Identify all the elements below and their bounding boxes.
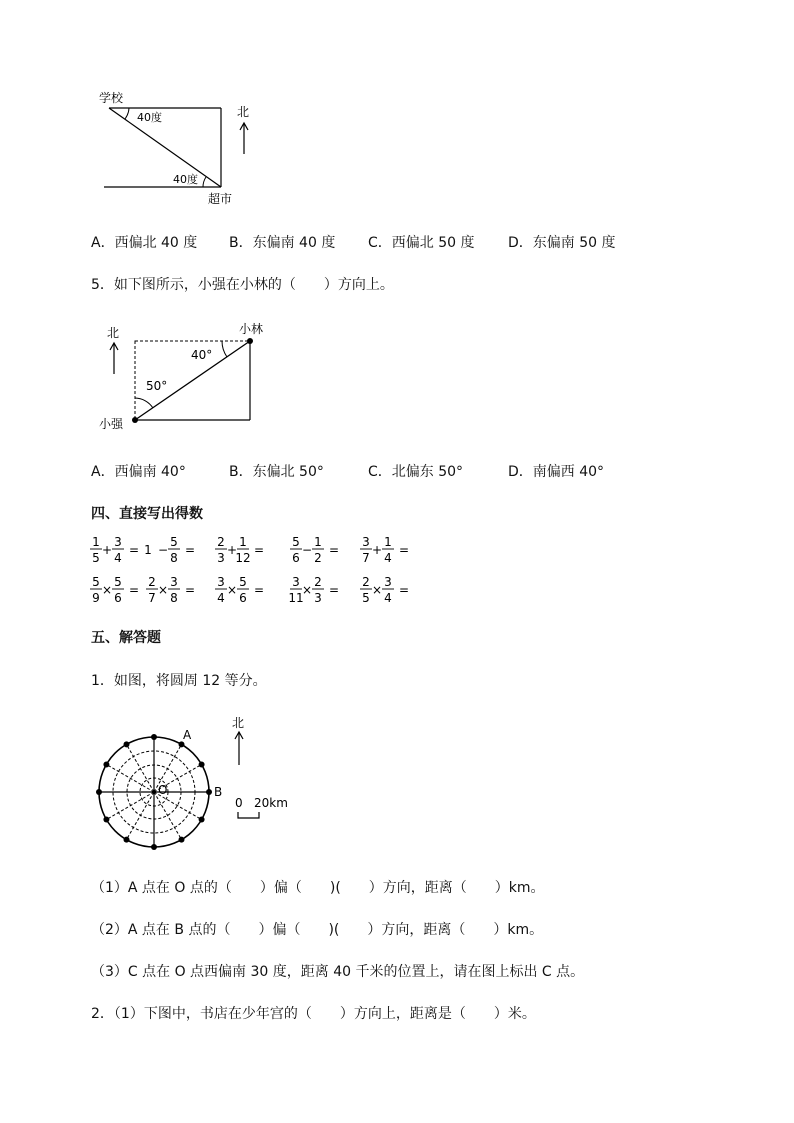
q5-angle-bottom-label: 50°: [146, 379, 168, 393]
s5-q1-prompt: 1．如图，将圆周 12 等分。: [91, 673, 267, 689]
arith-row2-expr-4-operator: ×: [301, 583, 313, 597]
q5-xiaolin-point: [247, 338, 253, 344]
arith-row1-expr-2-equals: =: [185, 543, 196, 557]
s5-q1-sub3: （3）C 点在 O 点西偏南 30 度，距离 40 千米的位置上，请在图上标出 C 点。: [91, 964, 585, 980]
q4-option-d[interactable]: D．东偏南 50 度: [508, 235, 616, 251]
arith-row2-expr-5-operator: ×: [371, 583, 383, 597]
arith-row1-expr-4-frac2-numerator: 1: [314, 535, 322, 549]
radius-line-12: [127, 744, 155, 792]
q4-angle-arc-bottom: [203, 177, 206, 187]
q5-prompt: 5．如下图所示，小强在小林的（ ）方向上。: [91, 277, 394, 293]
arith-row2-expr-5-frac1-numerator: 2: [362, 575, 370, 589]
arith-row1-expr-1-frac2-denominator: 4: [114, 551, 122, 565]
arith-row1-expr-4-operator: −: [301, 543, 313, 557]
s5-scale-bar: [238, 812, 259, 818]
s5-north-label: 北: [232, 716, 245, 730]
arith-row2-expr-4-equals: =: [329, 583, 340, 597]
arith-row2-expr-3-frac1-numerator: 3: [217, 575, 225, 589]
arith-row2-expr-3-frac2-denominator: 6: [239, 591, 247, 605]
arith-row1-expr-4-frac2-denominator: 2: [314, 551, 322, 565]
s5-scale-zero: 0: [235, 796, 243, 810]
arith-row1-expr-1-frac1-denominator: 5: [92, 551, 100, 565]
section4-title: 四、直接写出得数: [91, 506, 203, 522]
division-point-4: [206, 789, 212, 795]
division-point-8: [124, 837, 130, 843]
division-point-2: [179, 741, 185, 747]
s5-scale-value: 20km: [254, 796, 288, 810]
arith-row2-expr-4-frac2-denominator: 3: [314, 591, 322, 605]
arith-row2-expr-3-operator: ×: [226, 583, 238, 597]
arith-row1-expr-5-frac2-numerator: 1: [384, 535, 392, 549]
arith-row2-expr-1-frac1-numerator: 5: [92, 575, 100, 589]
arith-row1-expr-5-equals: =: [399, 543, 410, 557]
q4-angle-top-label: 40度: [137, 111, 162, 124]
arith-row1-expr-2-whole: 1: [144, 543, 152, 557]
s5-q2-prompt: 2．（1）下图中，书店在少年宫的（ ）方向上，距离是（ ）米。: [91, 1006, 536, 1022]
s5-q1-sub1: （1）A 点在 O 点的（ ）偏（ )( ）方向，距离（ ）km。: [91, 880, 545, 896]
q5-angle-top-label: 40°: [191, 348, 213, 362]
arith-row2-expr-2-frac1-denominator: 7: [148, 591, 156, 605]
arith-row1-expr-1-operator: +: [101, 543, 113, 557]
q4-supermarket-label: 超市: [208, 192, 233, 206]
arith-row2-expr-2-frac2-numerator: 3: [170, 575, 178, 589]
arith-row1-expr-4-frac1-denominator: 6: [292, 551, 300, 565]
arith-row2-expr-3-frac2-numerator: 5: [239, 575, 247, 589]
arith-row1-expr-3-frac2-numerator: 1: [239, 535, 247, 549]
q5-option-a[interactable]: A．西偏南 40°: [91, 464, 186, 480]
arith-row1-expr-5-frac1-denominator: 7: [362, 551, 370, 565]
q4-north-label: 北: [237, 105, 250, 119]
q5-option-c[interactable]: C．北偏东 50°: [368, 464, 464, 480]
arith-row2-expr-5-frac2-numerator: 3: [384, 575, 392, 589]
arith-row2-expr-1-operator: ×: [101, 583, 113, 597]
q4-option-c[interactable]: C．西偏北 50 度: [368, 235, 475, 251]
arith-row2-expr-2-equals: =: [185, 583, 196, 597]
division-point-11: [103, 762, 109, 768]
q5-diagram: [95, 318, 280, 436]
arith-row2-expr-1-frac2-denominator: 6: [114, 591, 122, 605]
division-point-7: [151, 844, 157, 850]
arith-row1-expr-2-frac2-denominator: 8: [170, 551, 178, 565]
arith-row1-expr-3-frac1-numerator: 2: [217, 535, 225, 549]
division-point-9: [103, 817, 109, 823]
radius-line-9: [106, 792, 154, 820]
q5-xiaoqiang-point: [132, 417, 138, 423]
arith-row1-expr-3-equals: =: [254, 543, 265, 557]
arith-row1-expr-1-frac1-numerator: 1: [92, 535, 100, 549]
q4-school-label: 学校: [99, 91, 124, 105]
arith-row1-expr-2-operator: −: [157, 543, 169, 557]
arith-row2-expr-3-frac1-denominator: 4: [217, 591, 225, 605]
arith-row2-expr-2-operator: ×: [157, 583, 169, 597]
arith-row2-expr-3-equals: =: [254, 583, 265, 597]
arith-row1-expr-5-frac1-numerator: 3: [362, 535, 370, 549]
arith-row2-expr-1-frac2-numerator: 5: [114, 575, 122, 589]
division-point-10: [96, 789, 102, 795]
arith-row1-expr-4-equals: =: [329, 543, 340, 557]
arith-row1-expr-5-operator: +: [371, 543, 383, 557]
center-point: [152, 790, 156, 794]
s5-label-a: A: [183, 728, 192, 742]
arith-row2-expr-5-equals: =: [399, 583, 410, 597]
q5-xiaoqiang-label: 小强: [99, 417, 124, 431]
q4-diagonal-line: [109, 108, 221, 187]
q5-option-b[interactable]: B．东偏北 50°: [229, 464, 324, 480]
arith-row2-expr-5-frac1-denominator: 5: [362, 591, 370, 605]
arith-row2-expr-2-frac1-numerator: 2: [148, 575, 156, 589]
arith-row1-expr-5-frac2-denominator: 4: [384, 551, 392, 565]
q4-angle-arc-top: [125, 108, 129, 119]
arith-row2-expr-2-frac2-denominator: 8: [170, 591, 178, 605]
division-point-3: [199, 762, 205, 768]
section4-arithmetic: [88, 533, 428, 613]
arith-row2-expr-4-frac2-numerator: 2: [314, 575, 322, 589]
arith-row2-expr-5-frac2-denominator: 4: [384, 591, 392, 605]
division-point-1: [151, 734, 157, 740]
q5-option-d[interactable]: D．南偏西 40°: [508, 464, 605, 480]
arith-row1-expr-2-frac2-numerator: 5: [170, 535, 178, 549]
arith-row1-expr-3-frac1-denominator: 3: [217, 551, 225, 565]
s5-label-b: B: [214, 785, 223, 799]
q4-option-b[interactable]: B．东偏南 40 度: [229, 235, 336, 251]
division-point-6: [179, 837, 185, 843]
arith-row1-expr-1-frac2-numerator: 3: [114, 535, 122, 549]
arith-row1-expr-3-frac2-denominator: 12: [235, 551, 251, 565]
division-point-12: [124, 741, 130, 747]
q4-option-a[interactable]: A．西偏北 40 度: [91, 235, 198, 251]
q5-north-label: 北: [107, 326, 120, 340]
arith-row2-expr-4-frac1-numerator: 3: [292, 575, 300, 589]
radius-line-8: [127, 792, 155, 840]
q5-xiaolin-label: 小林: [239, 322, 264, 336]
arith-row2-expr-1-frac1-denominator: 9: [92, 591, 100, 605]
arith-row1-expr-1-equals: =: [129, 543, 140, 557]
q4-diagram: [95, 88, 255, 210]
s5-label-o: O: [158, 783, 168, 797]
arith-row1-expr-4-frac1-numerator: 5: [292, 535, 300, 549]
s5-q1-sub2: （2）A 点在 B 点的（ ）偏（ )( ）方向，距离（ ）km。: [91, 922, 544, 938]
arith-row1-expr-3-operator: +: [226, 543, 238, 557]
q5-angle-arc-bottom: [135, 398, 153, 408]
arith-row2-expr-4-frac1-denominator: 11: [288, 591, 304, 605]
section5-title: 五、解答题: [91, 630, 161, 646]
division-point-5: [199, 817, 205, 823]
arith-row2-expr-1-equals: =: [129, 583, 140, 597]
q4-angle-bottom-label: 40度: [173, 173, 198, 186]
s5-q1-diagram: [92, 710, 302, 860]
q5-angle-arc-top: [222, 341, 227, 357]
